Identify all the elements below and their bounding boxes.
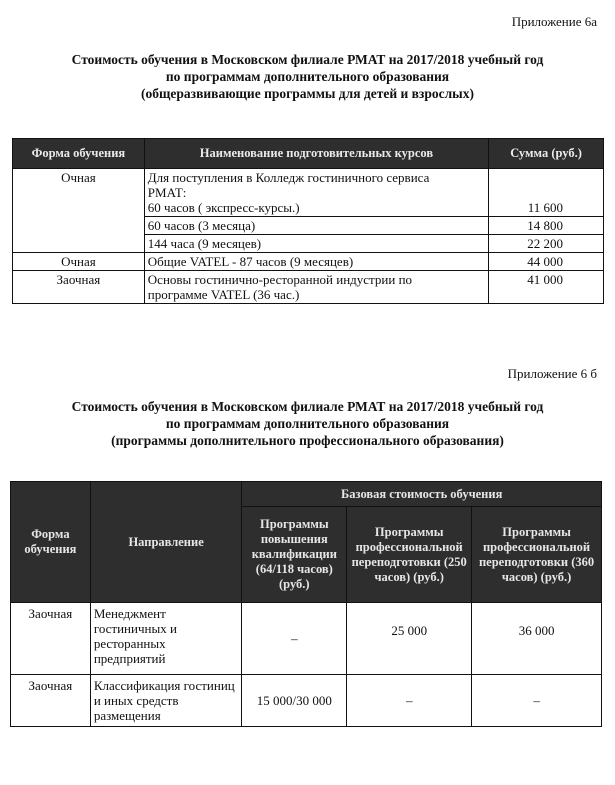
course-line: Для поступления в Колледж гостиничного сервиса bbox=[147, 170, 430, 185]
course-line: Основы гостинично-ресторанной индустрии по bbox=[147, 272, 413, 287]
title-line: по программам дополнительного образования bbox=[165, 69, 450, 84]
form-cell: Заочная bbox=[11, 675, 91, 727]
title-line: (программы дополнительного профессионального образования) bbox=[111, 433, 504, 448]
header-course-name: Наименование подготовительных курсов bbox=[144, 139, 488, 169]
retraining-360-cell: – bbox=[472, 675, 602, 727]
table-row bbox=[13, 253, 604, 271]
title-line: (общеразвивающие программы для детей и взрослых) bbox=[141, 86, 474, 101]
retraining-250-cell: – bbox=[347, 675, 472, 727]
header-form: Форма обучения bbox=[11, 482, 91, 603]
header-form: Форма обучения bbox=[13, 139, 145, 169]
table-row bbox=[11, 675, 602, 727]
header-direction: Направление bbox=[90, 482, 242, 603]
course-line: 60 часов ( экспресс-курсы.) bbox=[147, 200, 300, 215]
annex-a-title bbox=[0, 51, 615, 102]
course-cell bbox=[144, 271, 488, 304]
table-header-row bbox=[13, 139, 604, 169]
direction-cell: Менеджмент гостиничных и ресторанных предприятий bbox=[90, 603, 242, 675]
form-cell: Заочная bbox=[11, 603, 91, 675]
header-base-cost: Базовая стоимость обучения bbox=[242, 482, 602, 507]
table-header-row bbox=[11, 482, 602, 507]
general-programs-table bbox=[12, 138, 604, 304]
table-row bbox=[11, 603, 602, 675]
sum-cell: 41 000 bbox=[489, 271, 604, 304]
sum-cell: 44 000 bbox=[489, 253, 604, 271]
annex-b-title bbox=[0, 398, 615, 449]
qualification-cell: – bbox=[242, 603, 347, 675]
header-sum: Сумма (руб.) bbox=[489, 139, 604, 169]
course-line: РМАТ: bbox=[147, 185, 187, 200]
sum-cell: 22 200 bbox=[489, 235, 604, 253]
form-cell: Заочная bbox=[13, 271, 145, 304]
title-line: по программам дополнительного образования bbox=[165, 416, 450, 431]
sum-cell: 14 800 bbox=[489, 217, 604, 235]
title-line: Стоимость обучения в Московском филиале РМАТ на 2017/2018 учебный год bbox=[71, 52, 544, 67]
annex-b-label: Приложение 6 б bbox=[507, 366, 597, 381]
title-line: Стоимость обучения в Московском филиале РМАТ на 2017/2018 учебный год bbox=[71, 399, 544, 414]
sum-cell: 11 600 bbox=[489, 169, 604, 217]
form-cell: Очная bbox=[13, 253, 145, 271]
professional-programs-table bbox=[10, 481, 602, 727]
form-cell: Очная bbox=[13, 169, 145, 253]
course-cell: Общие VATEL - 87 часов (9 месяцев) bbox=[144, 253, 488, 271]
table-row bbox=[13, 271, 604, 304]
annex-a-label: Приложение 6а bbox=[511, 14, 597, 29]
retraining-250-cell: 25 000 bbox=[347, 603, 472, 675]
header-qualification: Программы повышения квалификации (64/118 часов) (руб.) bbox=[242, 507, 347, 603]
retraining-360-cell: 36 000 bbox=[472, 603, 602, 675]
course-cell: 144 часа (9 месяцев) bbox=[144, 235, 488, 253]
table-row bbox=[13, 169, 604, 217]
header-retraining-360: Программы профессиональной переподготовки (360 часов) (руб.) bbox=[472, 507, 602, 603]
qualification-cell: 15 000/30 000 bbox=[242, 675, 347, 727]
course-cell bbox=[144, 169, 488, 217]
course-cell: 60 часов (3 месяца) bbox=[144, 217, 488, 235]
header-retraining-250: Программы профессиональной переподготовки (250 часов) (руб.) bbox=[347, 507, 472, 603]
course-line: программе VATEL (36 час.) bbox=[147, 287, 300, 302]
direction-cell: Классификация гостиниц и иных средств размещения bbox=[90, 675, 242, 727]
